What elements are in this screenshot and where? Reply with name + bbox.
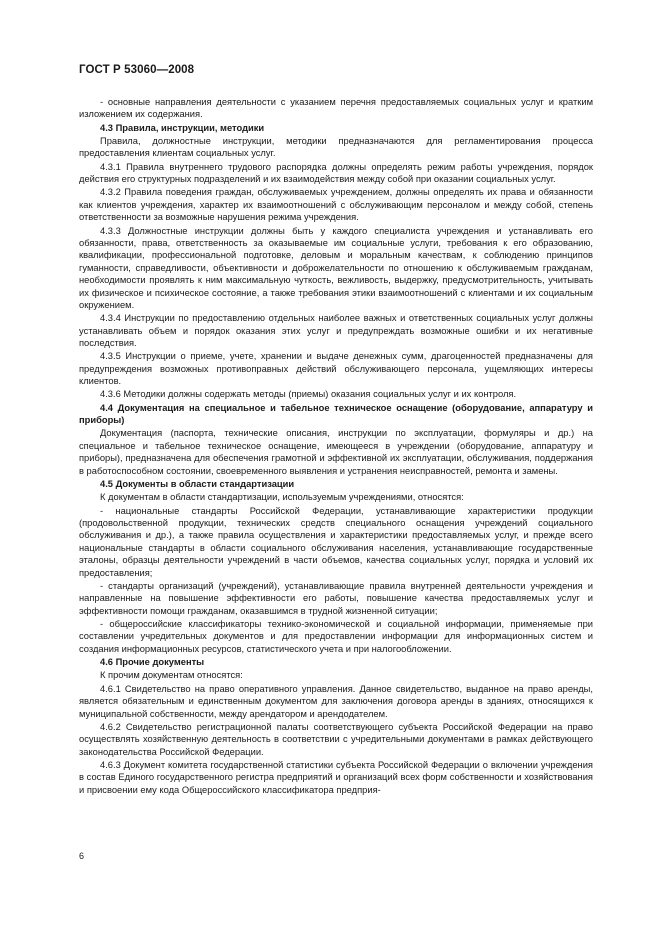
paragraph: - основные направления деятельности с указанием перечня предоставляемых социальных услуг и кратким изложением их содержания. xyxy=(79,97,593,120)
paragraph: 4.3.1 Правила внутреннего трудового распорядка должны определять режим работы учреждения, порядок действия его структурных подразделений и их взаимодействия между собой при оказании социальных услуг. xyxy=(79,161,593,185)
document-code-header: ГОСТ Р 53060—2008 xyxy=(79,64,195,76)
paragraph: К прочим документам относятся: xyxy=(100,670,243,681)
paragraph: 4.3.2 Правила поведения граждан, обслуживаемых учреждением, должны определять их права и обязанности как клиентов учреждения, характер их взаимоотношений с обслуживающим персоналом и между собой, степень ответственности за возможные нарушения режима учреждения. xyxy=(79,187,593,223)
section-heading: 4.4 Документация на специальное и табельное техническое оснащение (оборудование, аппаратуру и приборы) xyxy=(79,402,593,426)
paragraph: 4.3.6 Методики должны содержать методы (приемы) оказания социальных услуг и их контроля. xyxy=(100,389,517,400)
section-heading: 4.6 Прочие документы xyxy=(100,657,205,668)
paragraph: 4.6.1 Свидетельство на право оперативного управления. Данное свидетельство, выданное на право аренды, является обязательным и единственным документом для заключения договора аренды в зданиях, относящихся к муниципальной собственности, между арендатором и арендодателем. xyxy=(79,683,593,719)
paragraph: 4.3.3 Должностные инструкции должны быть у каждого специалиста учреждения и устанавливать его обязанности, права, ответственность за оказываемые им социальные услуги, требования к его образованию, квалификации, профессиональной подготовке, деловым и моральным качествам, к соблюдению принципов гуманности, справедливости, объективности и доброжелательности по отношению к обслуживаемым гражданам, необходимости проявлять к ним максимальную чуткость, вежливость, выдержку, предусмотрительность, учитывать их физическое и психическое состояние, а также требования этики взаимоотношений с клиентами и их социальным окружением. xyxy=(79,225,593,310)
list-item: - стандарты организаций (учреждений), устанавливающие правила внутренней деятельности учреждения и направленные на повышение эффективности его работы, повышение качества предоставляемых услуг и эффективности помощи гражданам, оказавшимся в трудной жизненной ситуации; xyxy=(79,580,593,616)
paragraph: Документация (паспорта, технические описания, инструкции по эксплуатации, формуляры и др.) на специальное и табельное техническое оснащение, имеющееся в учреждении (оборудование, аппаратуру и приборы), предназначена для обеспечения грамотной и эффективной их эксплуатации, обслуживания, поддержания в работоспособном состоянии, своевременного выявления и устранения неисправностей, ремонта и замены. xyxy=(79,428,593,476)
page-number: 6 xyxy=(79,851,85,861)
list-item: - общероссийские классификаторы технико-экономической и социальной информации, применяемые при составлении учредительных документов и для предоставлении информации для информационных систем и создания информационных ресурсов, статистического учета и при налогообложении. xyxy=(79,619,593,654)
section-heading: 4.5 Документы в области стандартизации xyxy=(100,478,295,489)
paragraph: 4.3.4 Инструкции по предоставлению отдельных наиболее важных и ответственных социальных услуг должны устанавливать объем и порядок оказания этих услуг и предупреждать возможные ошибки и их негативные последствия. xyxy=(79,313,593,349)
document-body xyxy=(79,96,593,797)
paragraph: 4.6.3 Документ комитета государственной статистики субъекта Российской Федерации о включении учреждения в состав Единого государственного регистра предприятий и организаций всех форм собственности и хозяйствования и присвоении ему кода Общероссийского классификатора предприя- xyxy=(79,759,593,795)
paragraph: 4.3.5 Инструкции о приеме, учете, хранении и выдаче денежных сумм, драгоценностей предназначены для предупреждения возможных противоправных действий обслуживающего персонала, ущемляющих интересы клиентов. xyxy=(79,351,593,387)
paragraph: К документам в области стандартизации, используемым учреждениями, относятся: xyxy=(100,492,464,503)
paragraph: Правила, должностные инструкции, методики предназначаются для регламентирования процесса предоставления клиентам социальных услуг. xyxy=(79,136,593,159)
section-heading: 4.3 Правила, инструкции, методики xyxy=(100,122,265,133)
paragraph: 4.6.2 Свидетельство регистрационной палаты соответствующего субъекта Российской Федерации на право осуществлять хозяйственную деятельность в соответствии с учредительными документами в рамках действующего законодательства Российской Федерации. xyxy=(79,721,593,757)
list-item: - национальные стандарты Российской Федерации, устанавливающие характеристики продукции (продовольственной продукции, технических средств специального оснащения учреждений социального обслуживания и др.), а также правила осуществления и характеристики предоставляемых услуг, и прежде всего национальные стандарты в области социального обслуживания населения, устанавливающие государственные эталоны, образцы деятельности учреждений в части объемов, качества социальных услуг, порядка и условий их предоставления; xyxy=(79,505,593,578)
